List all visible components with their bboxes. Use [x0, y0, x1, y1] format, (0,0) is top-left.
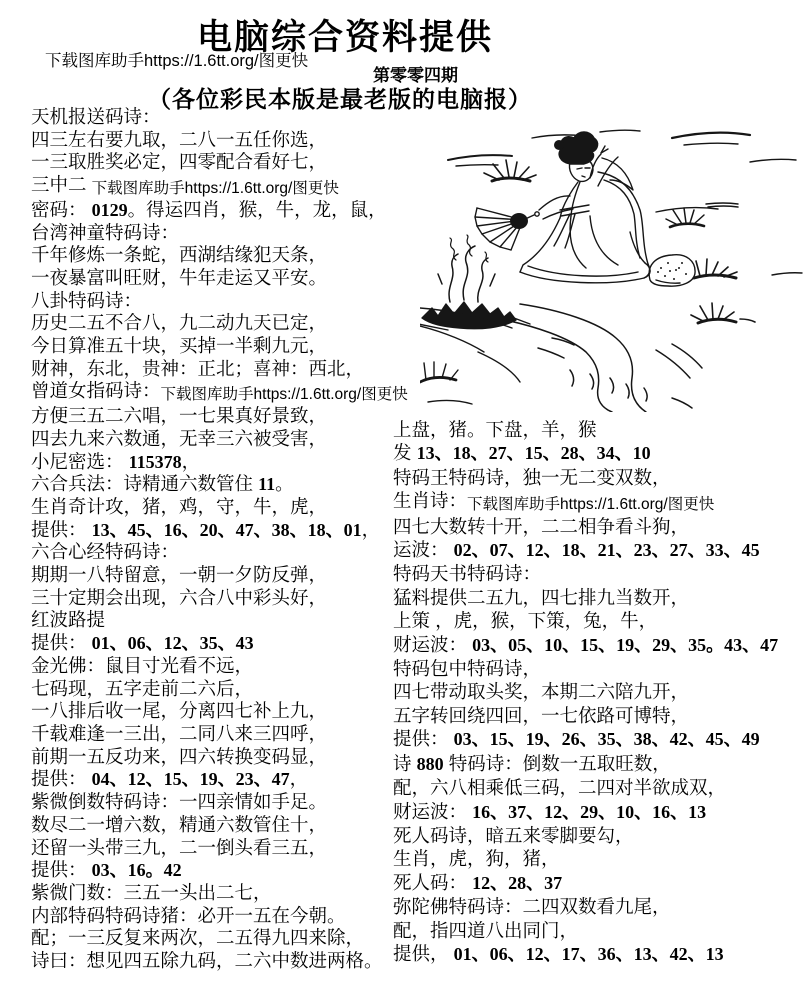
text-line: [31, 700, 408, 723]
text-line: [393, 704, 778, 727]
text-line: [31, 632, 408, 655]
text-line: [31, 541, 408, 564]
text-run: 配，六八相乘低三码，二四对半欲成双，: [393, 777, 727, 799]
text-run: 还留一头带三九，二一倒头看三五，: [31, 836, 328, 858]
text-run: 六合兵法：诗精通六数管住: [31, 473, 259, 495]
text-line: [31, 723, 408, 746]
text-line: [393, 727, 778, 751]
text-line: [31, 496, 408, 519]
text-line: [31, 380, 408, 405]
text-line: [31, 451, 408, 474]
number-run: 13、18、27、15、28、34、10: [416, 443, 651, 464]
text-line: [393, 418, 778, 441]
text-run: 千载难逢一三出，二同八来三四呼，: [31, 722, 328, 744]
text-line: [31, 405, 408, 428]
text-run: 七码现，五字走前二六后，: [31, 677, 254, 699]
text-run: 生肖诗：: [393, 490, 468, 512]
text-line: [31, 519, 408, 542]
text-run: ，: [181, 450, 201, 472]
text-run: 运波：: [393, 539, 454, 561]
text-run: 四去九来六数通，无幸三六被受害，: [31, 427, 328, 449]
grass-tuft: [484, 160, 536, 181]
watermark-text: 下载图库助手https://1.6tt.org/图更快: [467, 496, 715, 514]
text-run: 小尼密选：: [31, 450, 129, 472]
number-run: 03、15、19、26、35、38、42、45、49: [453, 729, 760, 750]
text-run: 弥陀佛特码诗：二四双数看九尾，: [393, 896, 671, 918]
smoke: [450, 235, 488, 262]
text-line: [31, 151, 408, 174]
text-line: [393, 776, 778, 799]
text-run: 特码王特码诗，独一无二变双数，: [393, 466, 671, 488]
text-run: 上策 ，虎，猴，下策，兔，牛，: [393, 610, 658, 632]
number-run: 01、06、12、17、36、13、42、13: [453, 943, 724, 964]
fairy-fanning-fire-illustration: [420, 112, 806, 412]
text-line: [31, 267, 408, 290]
text-line: [31, 473, 408, 496]
text-run: 特码诗：倒数一五取旺数，: [443, 752, 671, 774]
number-run: 880: [416, 753, 444, 774]
text-run: 五字转回绕四回，一七依路可博特，: [393, 704, 690, 726]
text-line: [393, 562, 778, 585]
text-line: [31, 290, 408, 313]
text-line: [31, 244, 408, 267]
text-line: [31, 655, 408, 678]
text-run: 。: [275, 473, 294, 495]
text-line: [31, 678, 408, 701]
text-line: [393, 657, 778, 680]
text-run: ，: [289, 768, 309, 790]
text-run: 生肖奇计攻，猪，鸡，守，牛，虎，: [31, 495, 328, 517]
text-line: [31, 905, 408, 928]
text-line: [31, 222, 408, 245]
text-run: 紫微倒数特码诗：一四亲情如手足。: [31, 791, 328, 813]
text-run: ，: [361, 518, 381, 540]
text-run: 上盘，猪。下盘，羊，猴: [393, 419, 597, 440]
text-run: 四三左右要九取，二八一五任你选，: [31, 128, 328, 150]
text-run: 方便三五二六唱，一七果真好景致，: [31, 405, 328, 427]
grass-tuft: [691, 303, 755, 323]
hair-bun: [559, 132, 597, 164]
number-run: 03、05、10、15、19、29、35。43、47: [472, 634, 779, 655]
text-run: 数尽二一增六数，精通六数管住十，: [31, 813, 328, 835]
text-run: 提供：: [31, 632, 92, 654]
text-line: [31, 129, 408, 152]
text-run: 三十定期会出现，六合八中彩头好，: [31, 586, 328, 608]
watermark-text: 下载图库助手https://1.6tt.org/图更快: [91, 180, 339, 198]
left-column: [31, 106, 408, 973]
text-line: [393, 515, 778, 538]
folding-fan: [475, 208, 528, 250]
text-run: 诗曰：想见四五除九码，二六中数进两格。: [31, 950, 383, 972]
text-line: [31, 587, 408, 610]
text-run: 配，指四道八出同门，: [393, 919, 579, 941]
text-line: [393, 586, 778, 609]
text-line: [31, 768, 408, 791]
number-run: 04、12、15、19、23、47: [91, 769, 290, 790]
text-run: 内部特码特码诗猪：必开一五在今朝。: [31, 904, 346, 926]
number-run: 0129: [91, 199, 128, 220]
text-line: [393, 489, 778, 514]
text-line: [31, 106, 408, 129]
text-run: 提供：: [393, 728, 454, 750]
text-line: [31, 791, 408, 814]
number-run: 12、28、37: [472, 872, 563, 893]
number-run: 16、37、12、29、10、16、13: [472, 801, 707, 822]
text-line: [31, 199, 408, 222]
text-run: 财运波：: [393, 633, 473, 655]
text-line: [393, 680, 778, 703]
text-line: [31, 814, 408, 837]
text-run: 财运波：: [393, 800, 473, 822]
text-run: 一夜暴富叫旺财，牛年走运又平安。: [31, 266, 328, 288]
text-run: 红波路提: [31, 609, 106, 631]
number-run: 03、16。42: [91, 860, 182, 881]
text-run: 诗: [393, 752, 417, 774]
text-line: [31, 837, 408, 860]
text-line: [31, 746, 408, 769]
text-run: 配；一三反复来两次，二五得九四来除，: [31, 927, 365, 949]
text-run: 提供：: [31, 518, 92, 540]
number-run: 01、06、12、35、43: [91, 633, 254, 654]
number-run: 11: [258, 474, 276, 495]
text-run: 今日算准五十块，买掉一半剩九元，: [31, 335, 328, 357]
text-line: [31, 174, 408, 199]
rock: [649, 255, 695, 286]
text-run: 历史二五不合八，九二动九天已定，: [31, 312, 328, 334]
text-line: [31, 358, 408, 381]
text-run: 一三取胜奖必定，四零配合看好七，: [31, 151, 328, 173]
text-run: 四七大数转十开，二二相争看斗狗，: [393, 515, 690, 537]
text-run: 死人码：: [393, 871, 473, 893]
subtitle: （各位彩民本版是最老版的电脑报）: [148, 86, 532, 112]
issue-number: 第零零四期: [373, 66, 458, 85]
text-run: 一八排后收一尾，分离四七补上九，: [31, 700, 328, 722]
text-run: 提供：: [31, 768, 92, 790]
number-run: 02、07、12、18、21、23、27、33、45: [453, 540, 760, 561]
text-run: 特码天书特码诗：: [393, 563, 542, 585]
text-line: [31, 859, 408, 882]
text-line: [393, 847, 778, 870]
text-line: [393, 441, 778, 465]
text-run: 紫微门数：三五一头出二七，: [31, 881, 272, 903]
text-line: [393, 824, 778, 847]
text-line: [31, 428, 408, 451]
text-line: [31, 335, 408, 358]
text-line: [393, 538, 778, 562]
text-run: 猛料提供二五九，四七排九当数开，: [393, 586, 690, 608]
text-line: [31, 882, 408, 905]
text-run: 台湾神童特码诗：: [31, 221, 180, 243]
text-line: [31, 312, 408, 335]
stream: [496, 304, 702, 412]
text-run: 千年修炼一条蛇，西湖结缘犯天条，: [31, 244, 328, 266]
text-run: 四七带动取头奖，本期二六陪九开，: [393, 681, 690, 703]
text-run: 期期一八特留意，一朝一夕防反弹，: [31, 564, 328, 586]
number-run: 115378: [128, 451, 182, 472]
text-run: 三中二: [31, 174, 92, 196]
text-run: 六合心经特码诗：: [31, 541, 180, 563]
text-line: [393, 633, 778, 657]
text-run: 发: [393, 442, 417, 464]
text-run: 财神，东北，贵神：正北；喜神：西北，: [31, 357, 365, 379]
page-title: 电脑综合资料提供: [196, 18, 493, 57]
text-line: [393, 919, 778, 942]
text-run: 死人码诗，暗五来零脚要勾，: [393, 824, 634, 846]
text-run: 提供：: [31, 859, 92, 881]
text-run: 特码包中特码诗，: [393, 658, 542, 680]
text-line: [393, 871, 778, 895]
text-run: 八卦特码诗：: [31, 289, 143, 311]
grass-tuft: [694, 259, 737, 278]
text-line: [393, 609, 778, 632]
text-run: 。得运四肖，猴，牛，龙，鼠，: [127, 198, 387, 220]
text-run: 生肖，虎，狗，猪，: [393, 848, 560, 870]
text-line: [393, 466, 778, 489]
number-run: 13、45、16、20、47、38、18、01: [91, 519, 362, 540]
download-helper-text: 下载图库助手https://1.6tt.org/图更快: [45, 52, 309, 70]
text-line: [393, 895, 778, 918]
text-line: [393, 752, 778, 776]
text-line: [31, 927, 408, 950]
right-column: [393, 418, 778, 966]
text-run: 前期一五反功来，四六转换变码显，: [31, 745, 328, 767]
text-run: 密码：: [31, 198, 92, 220]
text-line: [31, 564, 408, 587]
text-line: [393, 942, 778, 966]
text-line: [31, 950, 408, 973]
text-line: [393, 800, 778, 824]
text-run: 金光佛：鼠目寸光看不远，: [31, 654, 254, 676]
text-run: 曾道女指码诗：: [31, 380, 161, 402]
watermark-text: 下载图库助手https://1.6tt.org/图更快: [160, 386, 408, 404]
text-run: 天机报送码诗：: [31, 106, 161, 127]
text-line: [31, 609, 408, 632]
text-run: 提供，: [393, 942, 454, 964]
